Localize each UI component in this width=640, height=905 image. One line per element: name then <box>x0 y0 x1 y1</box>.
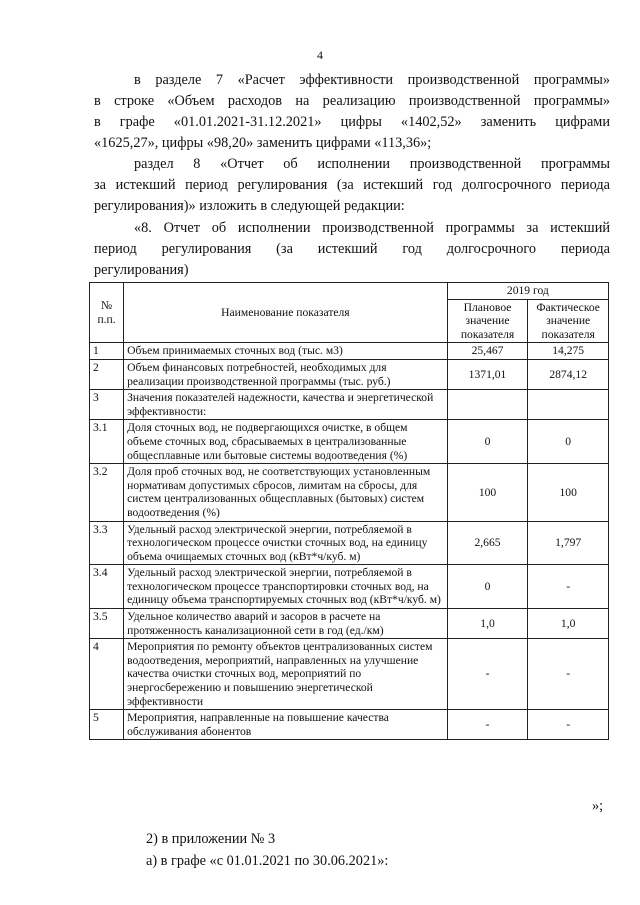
row-name: Удельный расход электрической энергии, потребляемой в технологическом процессе очистки сточных вод, на единицу объема очищаемых сточных вод (кВт*ч/куб. м) <box>124 521 448 565</box>
table-row <box>90 609 609 639</box>
row-plan-value <box>447 390 528 420</box>
row-name: Значения показателей надежности, качества и энергетической эффективности: <box>124 390 448 420</box>
item-a-text: а) в графе «с 01.01.2021 по 30.06.2021»: <box>146 853 389 869</box>
row-number: 3.2 <box>90 464 124 521</box>
indicators-table <box>89 282 609 740</box>
table-row <box>90 710 609 740</box>
row-fact-value: - <box>528 639 609 710</box>
row-fact-value: 100 <box>528 464 609 521</box>
row-number: 3.5 <box>90 609 124 639</box>
column-header-name: Наименование показателя <box>124 283 448 343</box>
row-fact-value: - <box>528 710 609 740</box>
paragraph-line: раздел 8 «Отчет об исполнении производственной программы <box>134 156 610 172</box>
row-number: 1 <box>90 343 124 360</box>
row-name: Мероприятия по ремонту объектов централизованных систем водоотведения, мероприятий, направленных на улучшение качества очистки сточных вод, мероприятий по энергосбережению и повышению энергетической эффективности <box>124 639 448 710</box>
closing-quote: »; <box>592 798 604 814</box>
row-plan-value: 25,467 <box>447 343 528 360</box>
table-row <box>90 464 609 521</box>
row-fact-value: 2874,12 <box>528 359 609 389</box>
column-header-fact: Фактическое значение показателя <box>528 299 609 343</box>
paragraph-line: в строке «Объем расходов на реализацию производственной программы» <box>94 93 610 109</box>
row-fact-value <box>528 390 609 420</box>
row-number: 3.1 <box>90 420 124 464</box>
table-row <box>90 343 609 360</box>
row-number: 3.4 <box>90 565 124 609</box>
page-number: 4 <box>317 48 323 62</box>
row-plan-value: 1371,01 <box>447 359 528 389</box>
row-name: Доля сточных вод, не подвергающихся очистке, в общем объеме сточных вод, сбрасываемых в централизованные общесплавные или бытовые системы водоотведения (%) <box>124 420 448 464</box>
table-header-row <box>90 283 609 300</box>
row-plan-value: 2,665 <box>447 521 528 565</box>
item-2-text: 2) в приложении № 3 <box>146 831 276 847</box>
table-row <box>90 359 609 389</box>
row-fact-value: - <box>528 565 609 609</box>
paragraph-line: «1625,27», цифры «98,20» заменить цифрами «113,36»; <box>94 135 432 151</box>
row-name: Объем финансовых потребностей, необходимых для реализации производственной программы (тыс. руб.) <box>124 359 448 389</box>
paragraph-line: регулирования)» изложить в следующей редакции: <box>94 198 405 214</box>
paragraph-line: «8. Отчет об исполнении производственной программы за истекший <box>134 220 610 236</box>
row-plan-value: - <box>447 639 528 710</box>
row-name: Удельный расход электрической энергии, потребляемой в технологическом процессе транспортировки сточных вод, на единицу объема транспортируемых сточных вод (кВт*ч/куб. м) <box>124 565 448 609</box>
row-name: Удельное количество аварий и засоров в расчете на протяженность канализационной сети в год (ед./км) <box>124 609 448 639</box>
row-plan-value: 0 <box>447 565 528 609</box>
row-plan-value: - <box>447 710 528 740</box>
row-name: Объем принимаемых сточных вод (тыс. м3) <box>124 343 448 360</box>
row-fact-value: 1,797 <box>528 521 609 565</box>
column-header-number: № п.п. <box>90 283 124 343</box>
row-fact-value: 0 <box>528 420 609 464</box>
table-row <box>90 639 609 710</box>
paragraph-line: регулирования) <box>94 262 189 278</box>
row-fact-value: 1,0 <box>528 609 609 639</box>
row-number: 3.3 <box>90 521 124 565</box>
row-number: 3 <box>90 390 124 420</box>
table-row <box>90 565 609 609</box>
row-name: Мероприятия, направленные на повышение качества обслуживания абонентов <box>124 710 448 740</box>
paragraph-line: в графе «01.01.2021-31.12.2021» цифры «1402,52» заменить цифрами <box>94 114 610 130</box>
paragraph-line: период регулирования (за истекший год долгосрочного периода <box>94 241 610 257</box>
row-number: 5 <box>90 710 124 740</box>
table-row <box>90 420 609 464</box>
row-plan-value: 1,0 <box>447 609 528 639</box>
row-number: 2 <box>90 359 124 389</box>
paragraph-line: за истекший период регулирования (за истекший год долгосрочного периода <box>94 177 610 193</box>
paragraph-line: в разделе 7 «Расчет эффективности производственной программы» <box>134 72 610 88</box>
table-row <box>90 390 609 420</box>
row-plan-value: 0 <box>447 420 528 464</box>
column-header-plan: Плановое значение показателя <box>447 299 528 343</box>
row-name: Доля проб сточных вод, не соответствующих установленным нормативам допустимых сбросов, лимитам на сбросы, для систем централизованных общесплавных (бытовых) систем водоотведения (%) <box>124 464 448 521</box>
row-fact-value: 14,275 <box>528 343 609 360</box>
table-row <box>90 521 609 565</box>
row-plan-value: 100 <box>447 464 528 521</box>
column-header-year: 2019 год <box>447 283 608 300</box>
row-number: 4 <box>90 639 124 710</box>
